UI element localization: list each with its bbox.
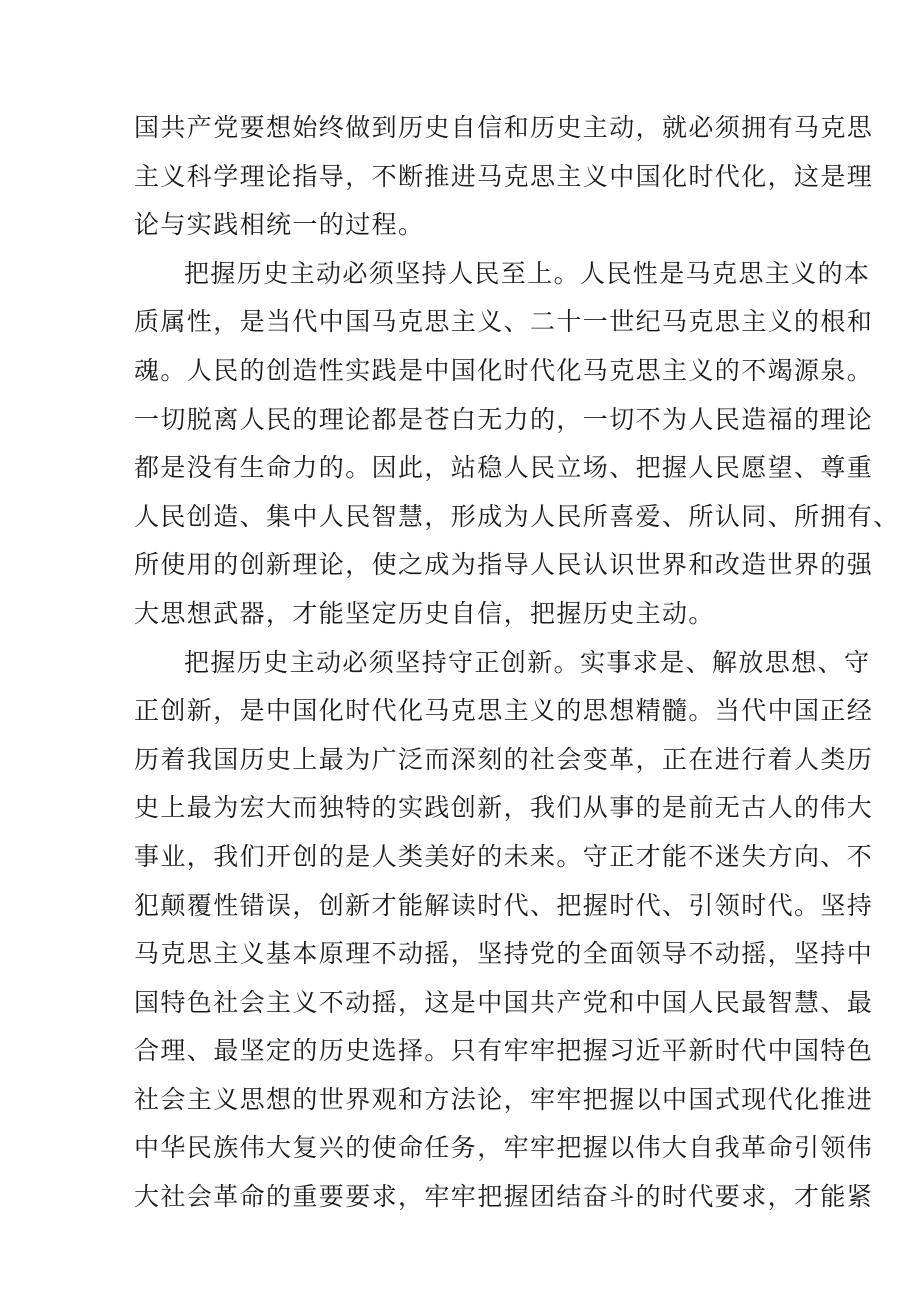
- text-line: 社会主义思想的世界观和方法论，牢牢把握以中国式现代化推进: [134, 1084, 874, 1114]
- text-line: 大社会革命的重要要求，牢牢把握团结奋斗的时代要求，才能紧: [134, 1182, 874, 1212]
- text-line: 所使用的创新理论，使之成为指导人民认识世界和改造世界的强: [134, 550, 874, 580]
- body-text: [134, 104, 900, 1222]
- text-line: 马克思主义基本原理不动摇，坚持党的全面领导不动摇，坚持中: [134, 939, 874, 969]
- text-line: 事业，我们开创的是人类美好的未来。守正才能不迷失方向、不: [134, 841, 874, 871]
- text-line: 犯颠覆性错误，创新才能解读时代、把握时代、引领时代。坚持: [134, 890, 874, 920]
- text-line: 一切脱离人民的理论都是苍白无力的，一切不为人民造福的理论: [134, 404, 874, 434]
- text-line: 大思想武器，才能坚定历史自信，把握历史主动。: [134, 598, 715, 628]
- text-line: 质属性，是当代中国马克思主义、二十一世纪马克思主义的根和: [134, 307, 874, 337]
- paragraph-first-line: 把握历史主动必须坚持人民至上。人民性是马克思主义的本: [184, 258, 871, 288]
- text-line: 论与实践相统一的过程。: [134, 210, 425, 240]
- paragraph-first-line: 把握历史主动必须坚持守正创新。实事求是、解放思想、守: [184, 647, 871, 677]
- text-line: 合理、最坚定的历史选择。只有牢牢把握习近平新时代中国特色: [134, 1036, 874, 1066]
- text-line: 主义科学理论指导，不断推进马克思主义中国化时代化，这是理: [134, 161, 874, 191]
- text-line: 史上最为宏大而独特的实践创新，我们从事的是前无古人的伟大: [134, 793, 874, 823]
- text-line: 中华民族伟大复兴的使命任务，牢牢把握以伟大自我革命引领伟: [134, 1133, 874, 1163]
- text-line: 人民创造、集中人民智慧，形成为人民所喜爱、所认同、所拥有、: [134, 501, 900, 531]
- text-line: 都是没有生命力的。因此，站稳人民立场、把握人民愿望、尊重: [134, 453, 874, 483]
- text-line: 历着我国历史上最为广泛而深刻的社会变革，正在进行着人类历: [134, 744, 874, 774]
- text-line: 正创新，是中国化时代化马克思主义的思想精髓。当代中国正经: [134, 696, 874, 726]
- text-line: 国共产党要想始终做到历史自信和历史主动，就必须拥有马克思: [134, 113, 874, 142]
- text-line: 魂。人民的创造性实践是中国化时代化马克思主义的不竭源泉。: [134, 355, 874, 385]
- text-line: 国特色社会主义不动摇，这是中国共产党和中国人民最智慧、最: [134, 987, 874, 1017]
